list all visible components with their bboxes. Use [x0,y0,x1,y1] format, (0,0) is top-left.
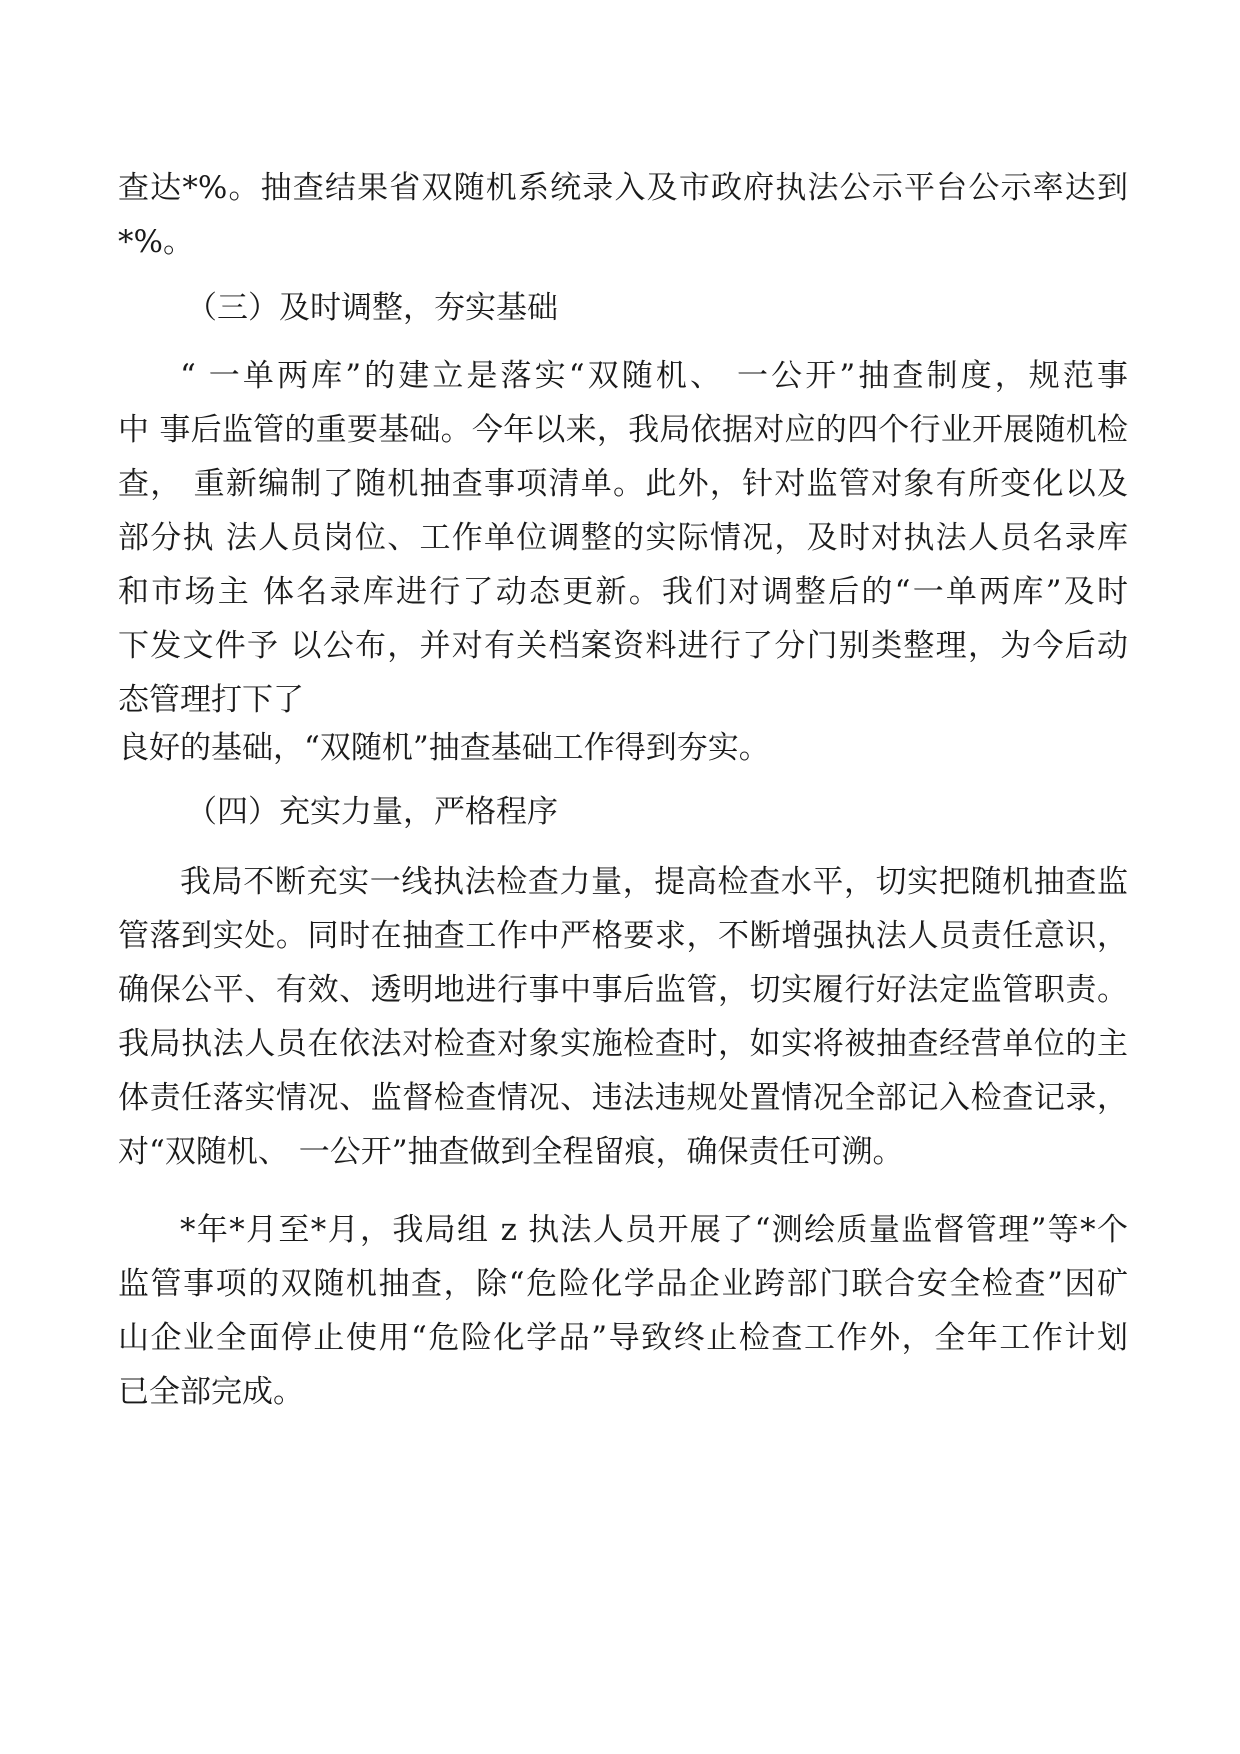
paragraph-line-10: 态管理打下了 [118,682,304,718]
paragraph-line-4: “ 一单两库”的建立是落实“双随机、 一公开”抽查制度，规范事 [180,358,1128,394]
paragraph-line-16: 我局执法人员在依法对检查对象实施检查时，如实将被抽查经营单位的主 [118,1026,1128,1062]
paragraph-line-8: 和市场主 体名录库进行了动态更新。我们对调整后的“一单两库”及时 [118,574,1128,610]
section-heading-4: （四）充实力量，严格程序 [186,794,558,830]
paragraph-line-17: 体责任落实情况、监督检查情况、违法违规处置情况全部记入检查记录， [118,1080,1128,1116]
paragraph-line-20: 监管事项的双随机抽查，除“危险化学品企业跨部门联合安全检查”因矿 [118,1266,1128,1302]
paragraph-line-15: 确保公平、有效、透明地进行事中事后监管，切实履行好法定监管职责。 [118,972,1128,1008]
paragraph-line-1: 查达*%。抽查结果省双随机系统录入及市政府执法公示平台公示率达到 [118,170,1128,206]
paragraph-line-13: 我局不断充实一线执法检查力量，提高检查水平，切实把随机抽查监 [180,864,1128,900]
paragraph-line-18: 对“双随机、 一公开”抽查做到全程留痕，确保责任可溯。 [118,1134,904,1170]
paragraph-line-11: 良好的基础，“双随机”抽查基础工作得到夯实。 [118,730,770,766]
paragraph-line-22: 已全部完成。 [118,1374,304,1410]
paragraph-line-7: 部分执 法人员岗位、工作单位调整的实际情况，及时对执法人员名录库 [118,520,1128,556]
paragraph-line-19: *年*月至*月，我局组 z 执法人员开展了“测绘质量监督管理”等*个 [180,1212,1128,1248]
paragraph-line-5: 中 事后监管的重要基础。今年以来，我局依据对应的四个行业开展随机检 [118,412,1128,448]
paragraph-line-6: 查， 重新编制了随机抽查事项清单。此外，针对监管对象有所变化以及 [118,466,1128,502]
paragraph-line-2: *%。 [118,224,194,260]
paragraph-line-14: 管落到实处。同时在抽查工作中严格要求，不断增强执法人员责任意识， [118,918,1128,954]
paragraph-line-9: 下发文件予 以公布，并对有关档案资料进行了分门别类整理，为今后动 [118,628,1128,664]
section-heading-3: （三）及时调整，夯实基础 [186,290,558,326]
paragraph-line-21: 山企业全面停止使用“危险化学品”导致终止检查工作外，全年工作计划 [118,1320,1128,1356]
